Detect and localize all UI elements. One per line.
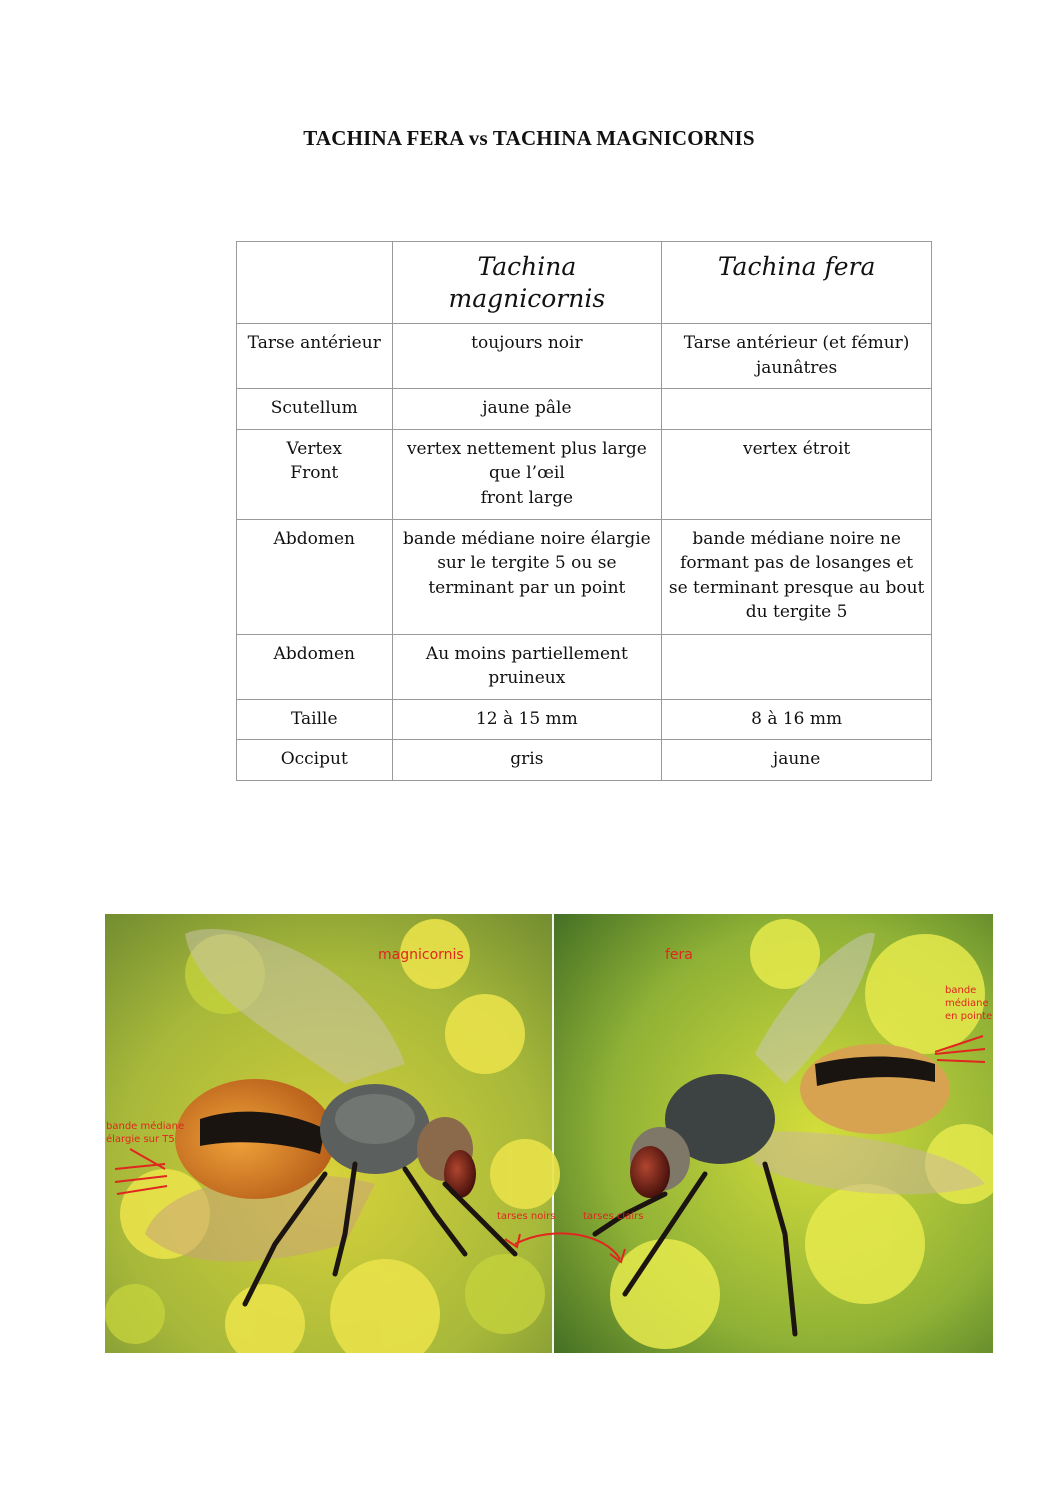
cell-fera: vertex étroit	[662, 429, 932, 519]
table-row	[237, 389, 932, 430]
table-header-row	[237, 242, 932, 324]
label-fera: fera	[665, 947, 693, 963]
table-row	[237, 324, 932, 389]
header-fera: Tachina fera	[662, 242, 932, 324]
annotation-bande-elargie: bande médiane élargie sur T5	[106, 1121, 185, 1145]
annotation-tarses-clairs: tarses clairs	[583, 1211, 644, 1222]
table-row	[237, 429, 932, 519]
cell-fera	[662, 389, 932, 430]
row-label: Occiput	[237, 740, 393, 781]
cell-magnicornis: gris	[392, 740, 662, 781]
table-row	[237, 740, 932, 781]
annotation-tarses-noirs: tarses noirs	[497, 1211, 556, 1222]
row-label: Abdomen	[237, 634, 393, 699]
table-row	[237, 519, 932, 634]
cell-fera: jaune	[662, 740, 932, 781]
cell-fera	[662, 634, 932, 699]
cell-magnicornis: Au moins partiellement pruineux	[392, 634, 662, 699]
table-row	[237, 699, 932, 740]
fly-comparison-photo	[105, 914, 993, 1353]
comparison-table	[236, 241, 932, 781]
row-label: Scutellum	[237, 389, 393, 430]
header-empty	[237, 242, 393, 324]
row-label: Vertex Front	[237, 429, 393, 519]
cell-fera: 8 à 16 mm	[662, 699, 932, 740]
annotation-bande-en-pointe: bande médiane en pointe	[945, 985, 993, 1022]
cell-magnicornis: toujours noir	[392, 324, 662, 389]
fly-photo-illustration	[105, 914, 993, 1353]
row-label: Abdomen	[237, 519, 393, 634]
cell-magnicornis: 12 à 15 mm	[392, 699, 662, 740]
cell-magnicornis: vertex nettement plus large que l’œil front large	[392, 429, 662, 519]
row-label: Tarse antérieur	[237, 324, 393, 389]
cell-fera: bande médiane noire ne formant pas de losanges et se terminant presque au bout du tergite 5	[662, 519, 932, 634]
table-row	[237, 634, 932, 699]
cell-magnicornis: bande médiane noire élargie sur le tergite 5 ou se terminant par un point	[392, 519, 662, 634]
header-magnicornis: Tachina magnicornis	[392, 242, 662, 324]
page-title: TACHINA FERA vs TACHINA MAGNICORNIS	[303, 126, 755, 150]
label-magnicornis: magnicornis	[378, 947, 464, 963]
cell-magnicornis: jaune pâle	[392, 389, 662, 430]
row-label: Taille	[237, 699, 393, 740]
cell-fera: Tarse antérieur (et fémur) jaunâtres	[662, 324, 932, 389]
